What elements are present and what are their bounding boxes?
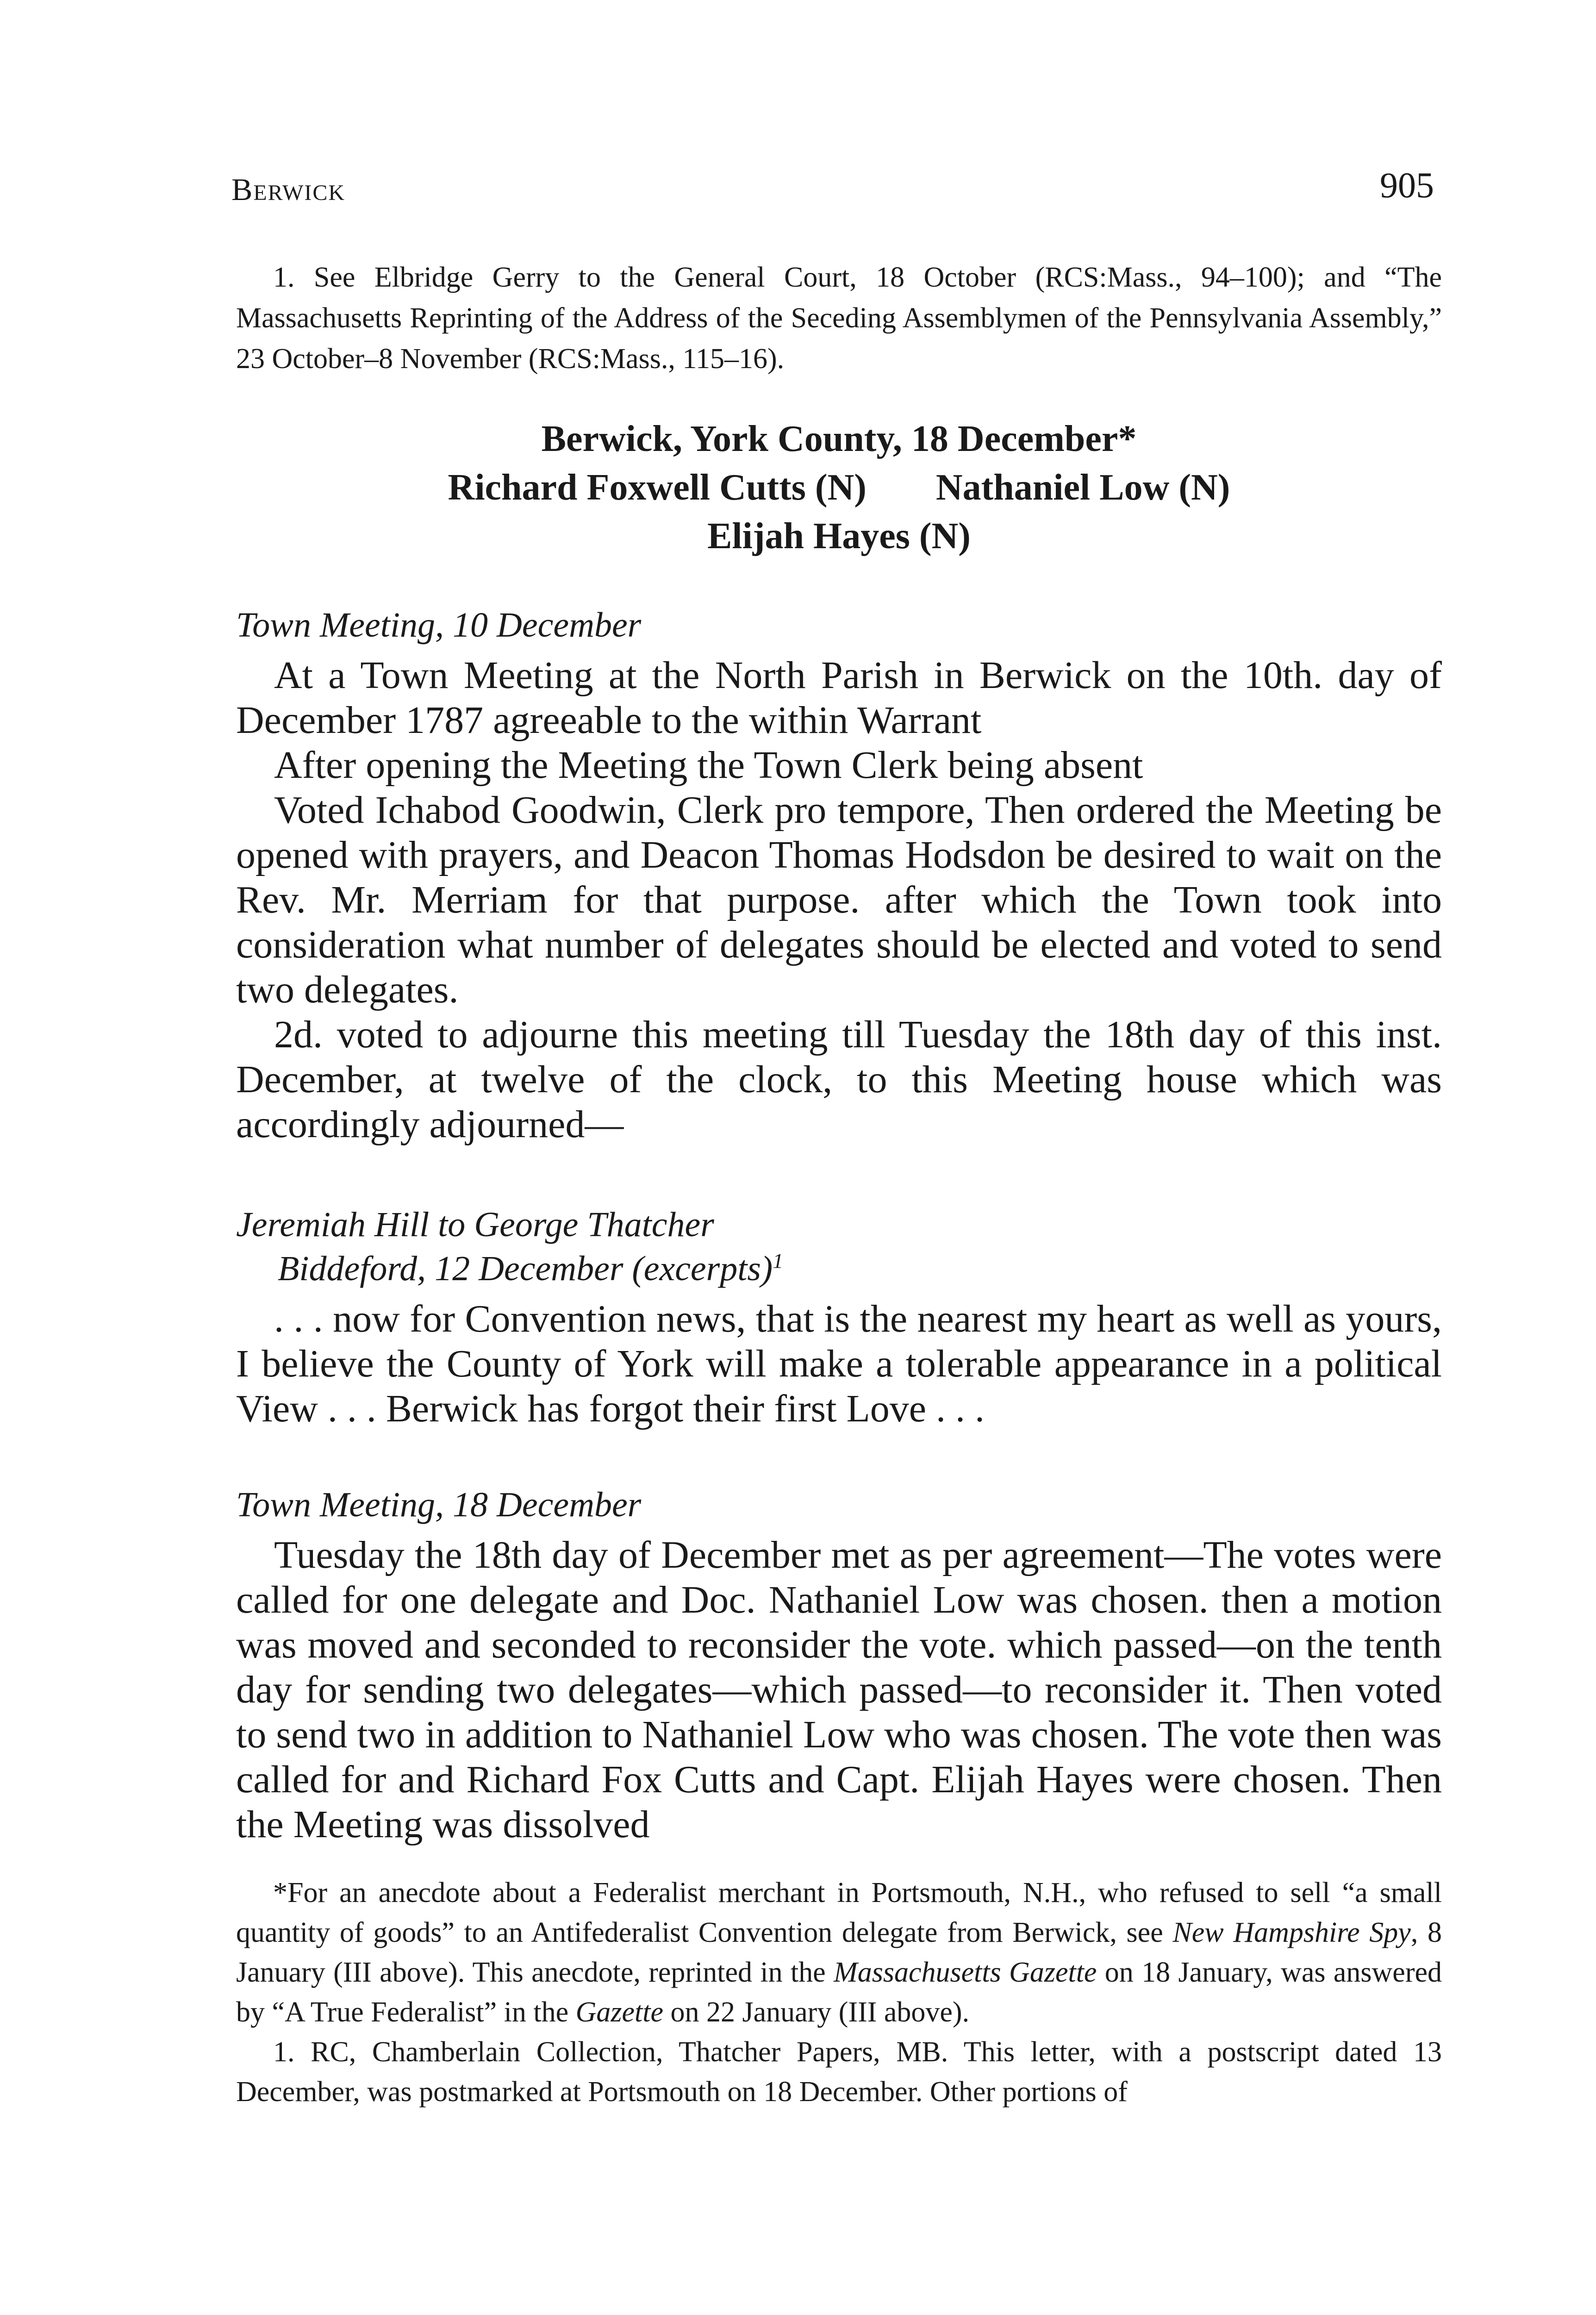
paragraph: Voted Ichabod Goodwin, Clerk pro tempore, Then ordered the Meeting be opened with prayers, and Deacon Thomas Hodsdon be desired to wait on the Rev. Mr. Merriam for that purpose. after which the Town took into consideration what number of delegates should be elected and voted to send two delegates.: [236, 788, 1442, 1011]
subheading-biddeford: [278, 1245, 783, 1292]
footnote-text: *For an anecdote about a Federalist merchant in Portsmouth, N.H., who refused to sell “a small quantity of goods” to an Antifederalist Convention delegate from Berwick, see: [236, 1877, 1442, 1948]
footnote-citation: Gazette: [575, 1996, 663, 2028]
town-meeting-18-december-text: [236, 1533, 1442, 1847]
subheading-biddeford-text: Biddeford, 12 December (excerpts): [278, 1249, 773, 1288]
delegate-hayes: Elijah Hayes (N): [707, 516, 971, 557]
running-head: [231, 171, 345, 208]
running-head-title: Berwick: [231, 172, 346, 207]
paragraph: Tuesday the 18th day of December met as per agreement—The votes were called for one delegate and Doc. Nathaniel Low was chosen. then a motion was moved and seconded to reconsider the vote. which passed—on the tenth day for sending two delegates—which passed—to reconsider it. Then voted to send two in addition to Nathaniel Low who was chosen. The vote then was called for and Richard Fox Cutts and Capt. Elijah Hayes were chosen. Then the Meeting was dissolved: [236, 1533, 1442, 1846]
note-reference: 1: [773, 1249, 784, 1273]
paragraph: . . . now for Convention news, that is the nearest my heart as well as yours, I believe the County of York will make a tolerable appearance in a political View . . . Berwick has forgot their first Love . . .: [236, 1297, 1442, 1430]
hill-letter-text: [236, 1296, 1442, 1431]
footnote-citation: Massachusetts Gazette: [834, 1957, 1097, 1988]
section-heading: Berwick, York County, 18 December*: [541, 419, 1137, 459]
footnotes: [236, 1873, 1442, 2112]
delegate-low: Nathaniel Low (N): [935, 467, 1230, 508]
delegate-cutts: Richard Foxwell Cutts (N): [448, 467, 867, 508]
footnote-text: , 8 January (III above). This anecdote, reprinted in the: [236, 1917, 1442, 1988]
subheading-hill-to-thatcher: Jeremiah Hill to George Thatcher: [236, 1205, 714, 1244]
subheading-town-meeting-10-december: Town Meeting, 10 December: [236, 606, 642, 644]
town-meeting-10-december-text: [236, 653, 1442, 1147]
delegates-line: [236, 463, 1442, 512]
continued-footnote: 1. See Elbridge Gerry to the General Court, 18 October (RCS:Mass., 94–100); and “The Massachusetts Reprinting of the Address of the Seceding Assemblymen of the Pennsylvania Assembly,” 23 October–8 November (RCS:Mass., 115–16).: [236, 262, 1442, 375]
footnote-citation: New Hampshire Spy: [1172, 1917, 1411, 1948]
subheading-town-meeting-18-december: Town Meeting, 18 December: [236, 1485, 642, 1524]
footnote-star: [236, 1873, 1442, 2032]
paragraph: After opening the Meeting the Town Clerk being absent: [274, 744, 1143, 787]
footnote-text: on 18 January, was answered by “A True Federalist” in the: [236, 1957, 1442, 2028]
page-number: 905: [1380, 165, 1434, 205]
paragraph: At a Town Meeting at the North Parish in Berwick on the 10th. day of December 1787 agreeable to the within Warrant: [236, 654, 1442, 742]
paragraph: 2d. voted to adjourne this meeting till Tuesday the 18th day of this inst. December, at twelve of the clock, to this Meeting house which was accordingly adjourned—: [236, 1013, 1442, 1146]
footnote-1: 1. RC, Chamberlain Collection, Thatcher Papers, MB. This letter, with a postscript dated 13 December, was postmarked at Portsmouth on 18 December. Other portions of: [236, 2036, 1442, 2108]
footnote-text: on 22 January (III above).: [663, 1996, 970, 2028]
